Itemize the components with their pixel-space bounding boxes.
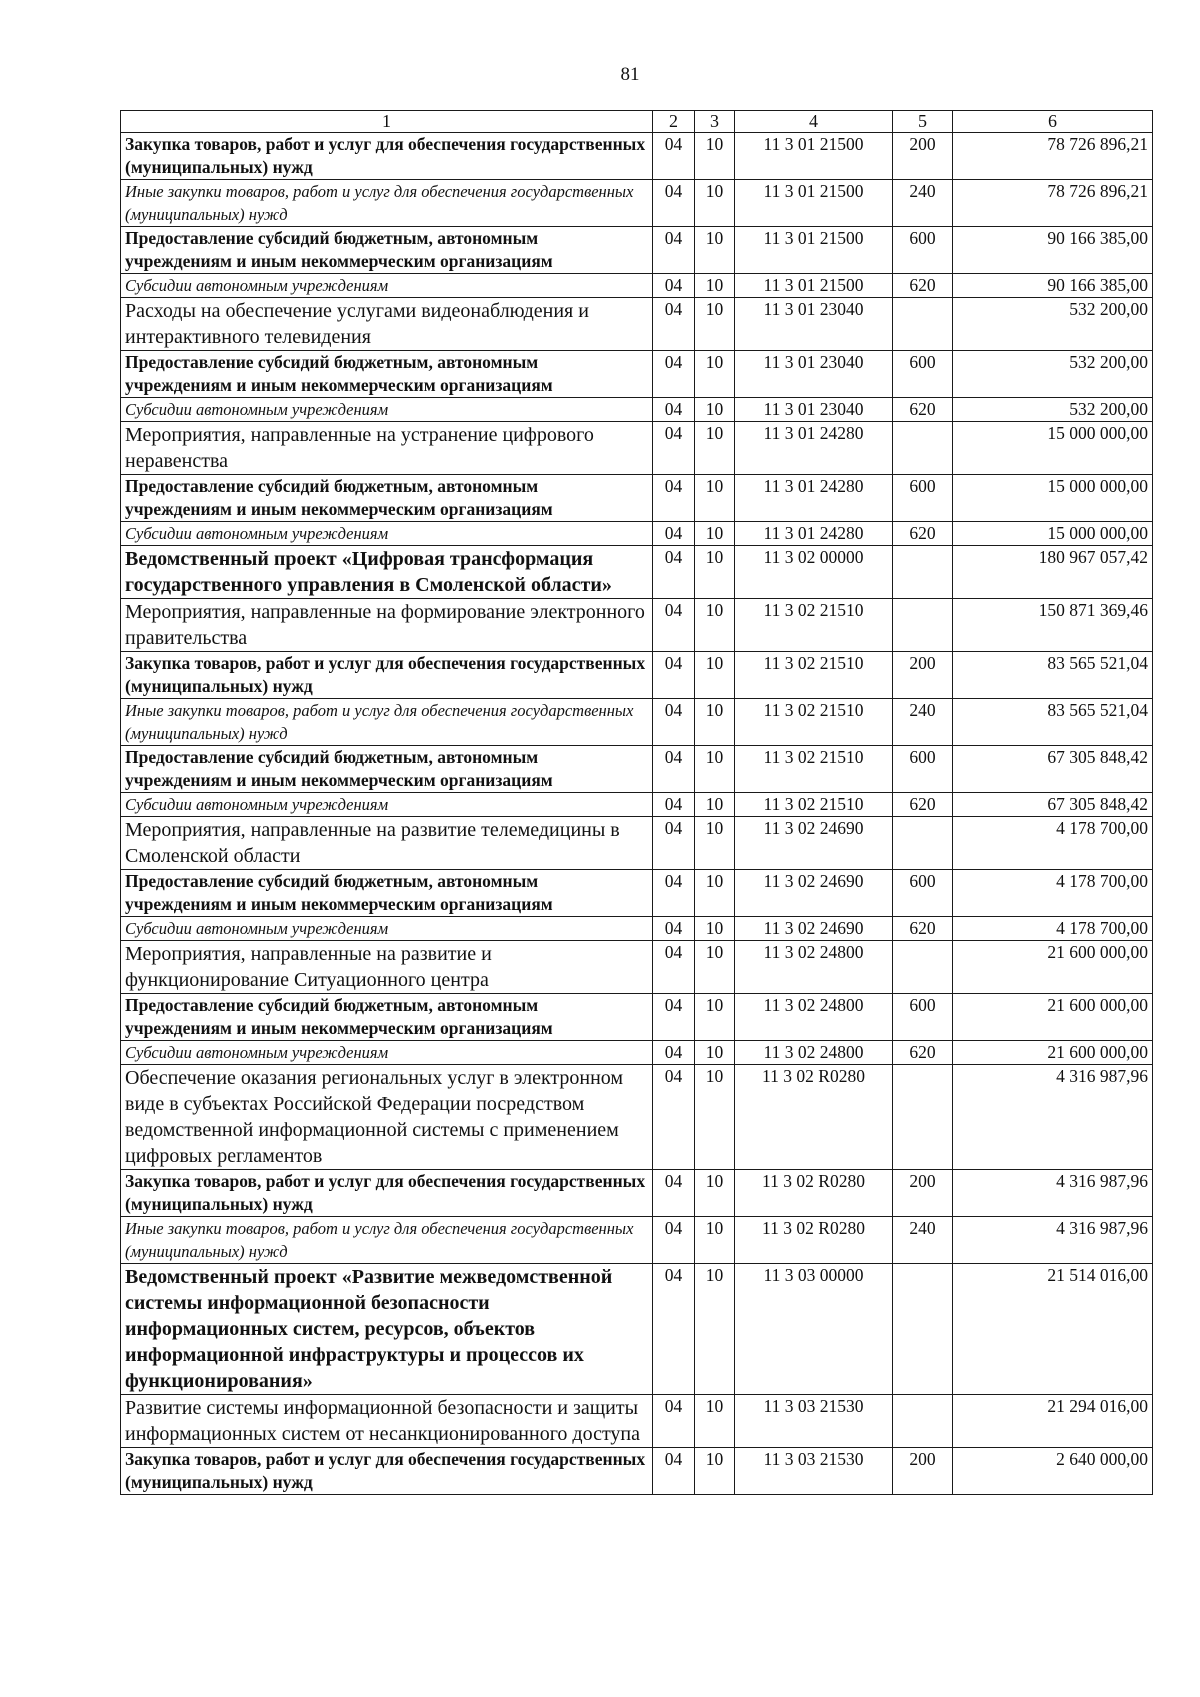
table-row [121, 917, 1153, 941]
row-section-cell: 04 [653, 298, 695, 351]
row-amount-cell: 21 514 016,00 [953, 1264, 1153, 1395]
row-expense-type-cell [893, 546, 953, 599]
row-target-article-cell: 11 3 01 21500 [735, 180, 893, 227]
row-name-cell: Субсидии автономным учреждениям [121, 398, 653, 422]
table-row [121, 793, 1153, 817]
row-target-article-cell: 11 3 02 21510 [735, 793, 893, 817]
table-row [121, 941, 1153, 994]
row-expense-type-cell: 600 [893, 227, 953, 274]
row-section-cell: 04 [653, 746, 695, 793]
table-row [121, 1395, 1153, 1448]
row-subsection-cell: 10 [695, 298, 735, 351]
row-section-cell: 04 [653, 1395, 695, 1448]
col-header-4: 4 [735, 111, 893, 133]
row-expense-type-cell: 600 [893, 746, 953, 793]
row-subsection-cell: 10 [695, 817, 735, 870]
col-header-2: 2 [653, 111, 695, 133]
row-subsection-cell: 10 [695, 546, 735, 599]
row-section-cell: 04 [653, 1041, 695, 1065]
row-amount-cell: 4 178 700,00 [953, 917, 1153, 941]
table-row [121, 870, 1153, 917]
budget-table [120, 110, 1153, 1495]
row-amount-cell: 90 166 385,00 [953, 227, 1153, 274]
row-name-cell: Закупка товаров, работ и услуг для обеспечения государственных (муниципальных) нужд [121, 133, 653, 180]
row-subsection-cell: 10 [695, 351, 735, 398]
row-section-cell: 04 [653, 1065, 695, 1170]
row-section-cell: 04 [653, 351, 695, 398]
row-expense-type-cell: 620 [893, 793, 953, 817]
col-header-1: 1 [121, 111, 653, 133]
table-row [121, 522, 1153, 546]
row-expense-type-cell: 620 [893, 1041, 953, 1065]
row-amount-cell: 67 305 848,42 [953, 746, 1153, 793]
row-amount-cell: 90 166 385,00 [953, 274, 1153, 298]
row-name-cell: Субсидии автономным учреждениям [121, 1041, 653, 1065]
row-subsection-cell: 10 [695, 422, 735, 475]
row-expense-type-cell [893, 599, 953, 652]
header-row [121, 111, 1153, 133]
row-target-article-cell: 11 3 01 23040 [735, 398, 893, 422]
table-row [121, 298, 1153, 351]
row-expense-type-cell: 240 [893, 1217, 953, 1264]
row-target-article-cell: 11 3 02 21510 [735, 746, 893, 793]
row-expense-type-cell: 620 [893, 398, 953, 422]
row-expense-type-cell [893, 941, 953, 994]
row-subsection-cell: 10 [695, 133, 735, 180]
row-section-cell: 04 [653, 398, 695, 422]
row-expense-type-cell [893, 298, 953, 351]
row-section-cell: 04 [653, 1217, 695, 1264]
row-target-article-cell: 11 3 02 24800 [735, 941, 893, 994]
row-subsection-cell: 10 [695, 1217, 735, 1264]
row-target-article-cell: 11 3 03 21530 [735, 1395, 893, 1448]
row-amount-cell: 180 967 057,42 [953, 546, 1153, 599]
table-row [121, 817, 1153, 870]
row-name-cell: Субсидии автономным учреждениям [121, 793, 653, 817]
row-amount-cell: 67 305 848,42 [953, 793, 1153, 817]
row-target-article-cell: 11 3 02 R0280 [735, 1217, 893, 1264]
row-amount-cell: 21 600 000,00 [953, 994, 1153, 1041]
row-target-article-cell: 11 3 01 23040 [735, 298, 893, 351]
col-header-5: 5 [893, 111, 953, 133]
row-name-cell: Мероприятия, направленные на формирование электронного правительства [121, 599, 653, 652]
row-amount-cell: 83 565 521,04 [953, 699, 1153, 746]
row-amount-cell: 21 294 016,00 [953, 1395, 1153, 1448]
row-name-cell: Мероприятия, направленные на развитие и функционирование Ситуационного центра [121, 941, 653, 994]
row-section-cell: 04 [653, 133, 695, 180]
row-amount-cell: 15 000 000,00 [953, 522, 1153, 546]
table-row [121, 746, 1153, 793]
row-target-article-cell: 11 3 02 24800 [735, 994, 893, 1041]
table-body [121, 133, 1153, 1495]
row-name-cell: Иные закупки товаров, работ и услуг для обеспечения государственных (муниципальных) нужд [121, 699, 653, 746]
row-name-cell: Развитие системы информационной безопасности и защиты информационных систем от несанкционированного доступа [121, 1395, 653, 1448]
table-row [121, 994, 1153, 1041]
row-subsection-cell: 10 [695, 917, 735, 941]
table-row [121, 1170, 1153, 1217]
row-amount-cell: 21 600 000,00 [953, 941, 1153, 994]
row-section-cell: 04 [653, 817, 695, 870]
row-amount-cell: 83 565 521,04 [953, 652, 1153, 699]
row-name-cell: Предоставление субсидий бюджетным, автономным учреждениям и иным некоммерческим организациям [121, 994, 653, 1041]
row-expense-type-cell: 240 [893, 180, 953, 227]
row-subsection-cell: 10 [695, 180, 735, 227]
row-name-cell: Предоставление субсидий бюджетным, автономным учреждениям и иным некоммерческим организациям [121, 746, 653, 793]
table-row [121, 546, 1153, 599]
row-expense-type-cell: 200 [893, 133, 953, 180]
row-subsection-cell: 10 [695, 1264, 735, 1395]
row-target-article-cell: 11 3 02 24800 [735, 1041, 893, 1065]
row-subsection-cell: 10 [695, 870, 735, 917]
row-name-cell: Расходы на обеспечение услугами видеонаблюдения и интерактивного телевидения [121, 298, 653, 351]
row-target-article-cell: 11 3 03 00000 [735, 1264, 893, 1395]
row-amount-cell: 532 200,00 [953, 351, 1153, 398]
table-row [121, 274, 1153, 298]
row-section-cell: 04 [653, 180, 695, 227]
table-row [121, 1448, 1153, 1495]
row-target-article-cell: 11 3 02 21510 [735, 699, 893, 746]
row-amount-cell: 150 871 369,46 [953, 599, 1153, 652]
table-row [121, 1264, 1153, 1395]
row-subsection-cell: 10 [695, 793, 735, 817]
row-section-cell: 04 [653, 941, 695, 994]
row-section-cell: 04 [653, 994, 695, 1041]
row-name-cell: Субсидии автономным учреждениям [121, 917, 653, 941]
table-row [121, 699, 1153, 746]
row-expense-type-cell: 600 [893, 994, 953, 1041]
row-section-cell: 04 [653, 599, 695, 652]
row-section-cell: 04 [653, 1448, 695, 1495]
row-name-cell: Закупка товаров, работ и услуг для обеспечения государственных (муниципальных) нужд [121, 652, 653, 699]
row-target-article-cell: 11 3 02 R0280 [735, 1170, 893, 1217]
row-subsection-cell: 10 [695, 227, 735, 274]
row-target-article-cell: 11 3 02 R0280 [735, 1065, 893, 1170]
row-expense-type-cell [893, 422, 953, 475]
row-amount-cell: 15 000 000,00 [953, 475, 1153, 522]
row-expense-type-cell: 200 [893, 1448, 953, 1495]
row-name-cell: Предоставление субсидий бюджетным, автономным учреждениям и иным некоммерческим организациям [121, 870, 653, 917]
row-subsection-cell: 10 [695, 1170, 735, 1217]
row-target-article-cell: 11 3 02 00000 [735, 546, 893, 599]
row-subsection-cell: 10 [695, 1448, 735, 1495]
row-name-cell: Предоставление субсидий бюджетным, автономным учреждениям и иным некоммерческим организациям [121, 475, 653, 522]
row-name-cell: Иные закупки товаров, работ и услуг для обеспечения государственных (муниципальных) нужд [121, 180, 653, 227]
row-name-cell: Ведомственный проект «Развитие межведомственной системы информационной безопасности информационных систем, ресурсов, объектов информационной инфраструктуры и процессов их функционирования» [121, 1264, 653, 1395]
row-target-article-cell: 11 3 02 24690 [735, 817, 893, 870]
row-expense-type-cell [893, 1395, 953, 1448]
row-target-article-cell: 11 3 01 24280 [735, 522, 893, 546]
row-name-cell: Субсидии автономным учреждениям [121, 522, 653, 546]
row-amount-cell: 78 726 896,21 [953, 180, 1153, 227]
row-target-article-cell: 11 3 02 21510 [735, 652, 893, 699]
row-amount-cell: 4 316 987,96 [953, 1217, 1153, 1264]
table-row [121, 227, 1153, 274]
row-amount-cell: 2 640 000,00 [953, 1448, 1153, 1495]
row-section-cell: 04 [653, 546, 695, 599]
row-target-article-cell: 11 3 03 21530 [735, 1448, 893, 1495]
row-name-cell: Предоставление субсидий бюджетным, автономным учреждениям и иным некоммерческим организациям [121, 227, 653, 274]
row-subsection-cell: 10 [695, 522, 735, 546]
row-subsection-cell: 10 [695, 475, 735, 522]
page-number: 81 [620, 64, 640, 85]
table-row [121, 351, 1153, 398]
row-target-article-cell: 11 3 01 21500 [735, 227, 893, 274]
row-section-cell: 04 [653, 652, 695, 699]
row-target-article-cell: 11 3 02 24690 [735, 917, 893, 941]
row-section-cell: 04 [653, 274, 695, 298]
row-expense-type-cell: 600 [893, 475, 953, 522]
row-section-cell: 04 [653, 227, 695, 274]
row-target-article-cell: 11 3 01 24280 [735, 422, 893, 475]
row-subsection-cell: 10 [695, 1041, 735, 1065]
table-row [121, 398, 1153, 422]
row-section-cell: 04 [653, 422, 695, 475]
row-target-article-cell: 11 3 01 21500 [735, 133, 893, 180]
row-amount-cell: 15 000 000,00 [953, 422, 1153, 475]
row-subsection-cell: 10 [695, 941, 735, 994]
row-expense-type-cell: 200 [893, 652, 953, 699]
row-expense-type-cell: 600 [893, 351, 953, 398]
row-name-cell: Ведомственный проект «Цифровая трансформация государственного управления в Смоленской области» [121, 546, 653, 599]
row-subsection-cell: 10 [695, 699, 735, 746]
table-row [121, 1217, 1153, 1264]
row-expense-type-cell: 620 [893, 917, 953, 941]
row-expense-type-cell: 240 [893, 699, 953, 746]
row-amount-cell: 4 316 987,96 [953, 1170, 1153, 1217]
row-name-cell: Закупка товаров, работ и услуг для обеспечения государственных (муниципальных) нужд [121, 1170, 653, 1217]
row-section-cell: 04 [653, 475, 695, 522]
row-name-cell: Мероприятия, направленные на развитие телемедицины в Смоленской области [121, 817, 653, 870]
row-target-article-cell: 11 3 02 21510 [735, 599, 893, 652]
row-expense-type-cell: 200 [893, 1170, 953, 1217]
row-expense-type-cell [893, 817, 953, 870]
row-name-cell: Иные закупки товаров, работ и услуг для обеспечения государственных (муниципальных) нужд [121, 1217, 653, 1264]
row-subsection-cell: 10 [695, 599, 735, 652]
row-subsection-cell: 10 [695, 398, 735, 422]
row-expense-type-cell [893, 1264, 953, 1395]
row-section-cell: 04 [653, 917, 695, 941]
row-name-cell: Мероприятия, направленные на устранение цифрового неравенства [121, 422, 653, 475]
row-section-cell: 04 [653, 1170, 695, 1217]
row-name-cell: Обеспечение оказания региональных услуг в электронном виде в субъектах Российской Федерации посредством ведомственной информационной системы с применением цифровых регламентов [121, 1065, 653, 1170]
row-target-article-cell: 11 3 01 23040 [735, 351, 893, 398]
row-section-cell: 04 [653, 870, 695, 917]
row-target-article-cell: 11 3 01 21500 [735, 274, 893, 298]
row-subsection-cell: 10 [695, 652, 735, 699]
row-expense-type-cell [893, 1065, 953, 1170]
row-name-cell: Закупка товаров, работ и услуг для обеспечения государственных (муниципальных) нужд [121, 1448, 653, 1495]
table-row [121, 1065, 1153, 1170]
col-header-6: 6 [953, 111, 1153, 133]
row-subsection-cell: 10 [695, 994, 735, 1041]
row-section-cell: 04 [653, 793, 695, 817]
row-section-cell: 04 [653, 1264, 695, 1395]
row-expense-type-cell: 600 [893, 870, 953, 917]
table-row [121, 652, 1153, 699]
row-expense-type-cell: 620 [893, 522, 953, 546]
row-target-article-cell: 11 3 01 24280 [735, 475, 893, 522]
row-amount-cell: 4 178 700,00 [953, 817, 1153, 870]
table-row [121, 599, 1153, 652]
row-amount-cell: 21 600 000,00 [953, 1041, 1153, 1065]
row-amount-cell: 4 178 700,00 [953, 870, 1153, 917]
table-row [121, 133, 1153, 180]
row-name-cell: Предоставление субсидий бюджетным, автономным учреждениям и иным некоммерческим организациям [121, 351, 653, 398]
row-subsection-cell: 10 [695, 1065, 735, 1170]
row-section-cell: 04 [653, 522, 695, 546]
table-row [121, 422, 1153, 475]
row-name-cell: Субсидии автономным учреждениям [121, 274, 653, 298]
row-subsection-cell: 10 [695, 274, 735, 298]
col-header-3: 3 [695, 111, 735, 133]
row-subsection-cell: 10 [695, 1395, 735, 1448]
row-target-article-cell: 11 3 02 24690 [735, 870, 893, 917]
row-amount-cell: 532 200,00 [953, 398, 1153, 422]
row-section-cell: 04 [653, 699, 695, 746]
table-row [121, 1041, 1153, 1065]
table-row [121, 180, 1153, 227]
row-subsection-cell: 10 [695, 746, 735, 793]
row-expense-type-cell: 620 [893, 274, 953, 298]
row-amount-cell: 4 316 987,96 [953, 1065, 1153, 1170]
row-amount-cell: 78 726 896,21 [953, 133, 1153, 180]
table-row [121, 475, 1153, 522]
row-amount-cell: 532 200,00 [953, 298, 1153, 351]
